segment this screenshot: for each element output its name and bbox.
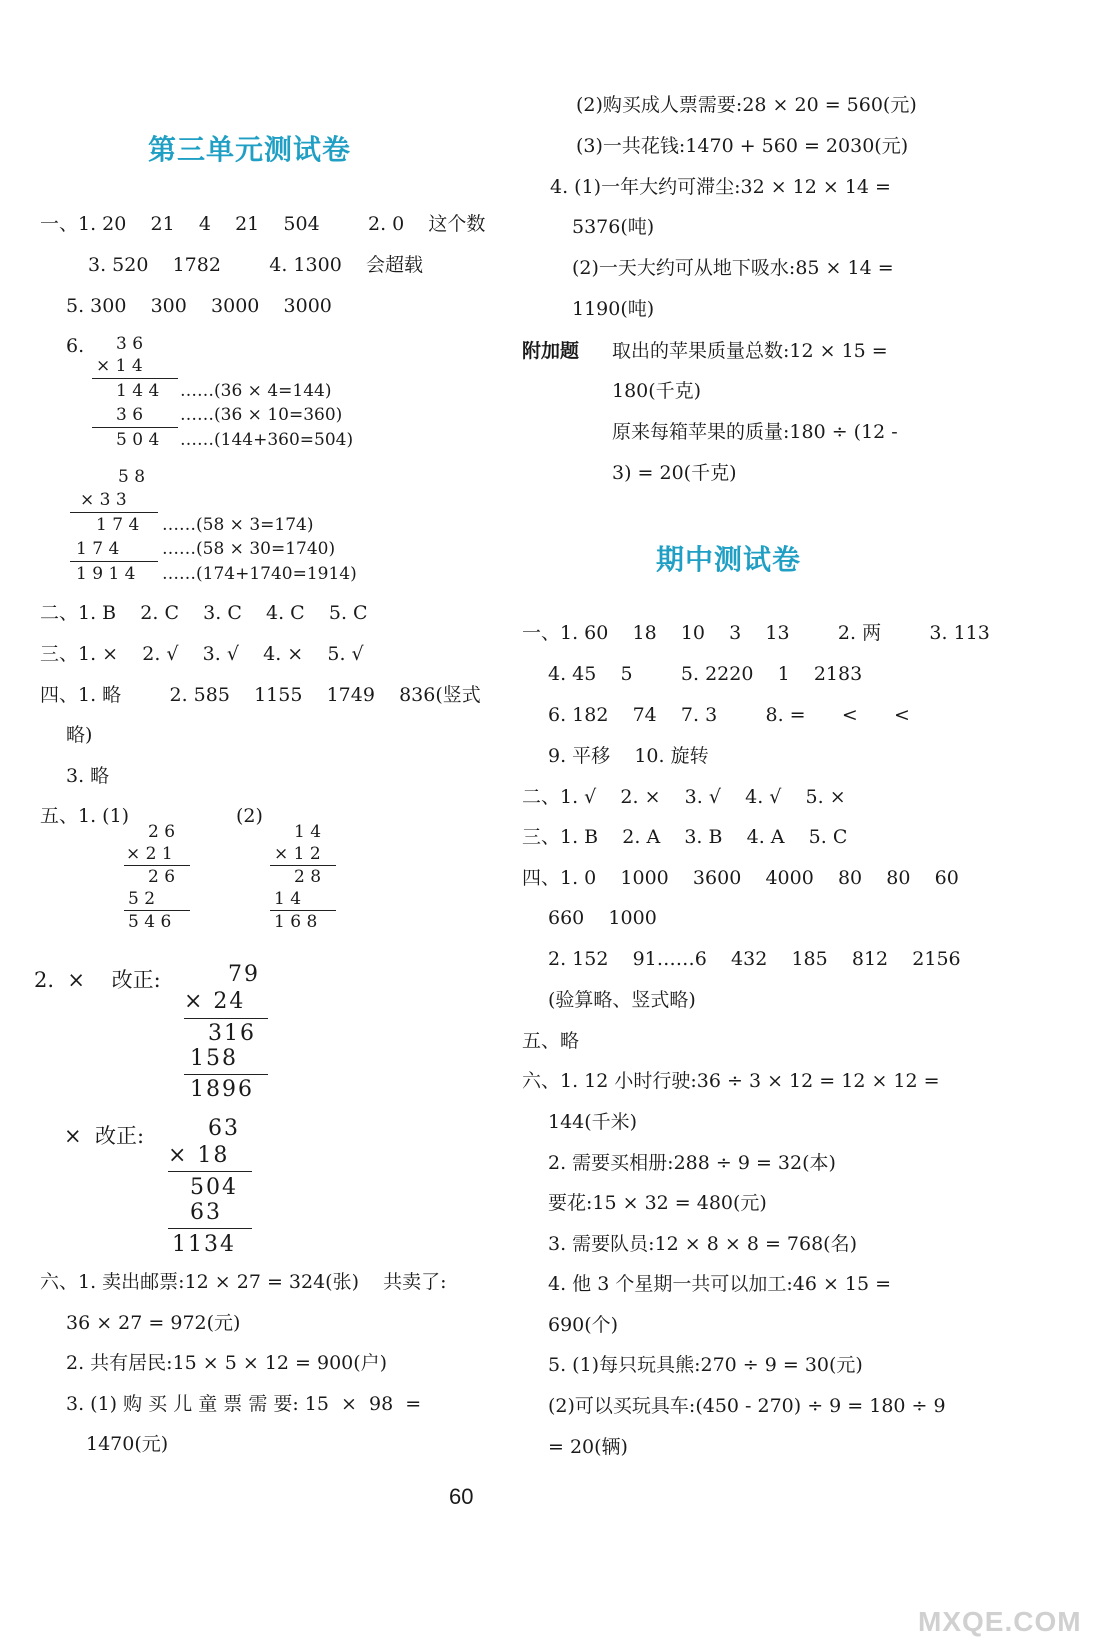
answer-line: 660 1000 bbox=[548, 907, 657, 929]
answer-line: 三、1. B 2. A 3. B 4. A 5. C bbox=[522, 826, 848, 848]
answer-line: 36 × 27 = 972(元) bbox=[66, 1312, 241, 1334]
answer-line: 690(个) bbox=[548, 1314, 619, 1336]
answer-line: 二、1. √ 2. × 3. √ 4. √ 5. × bbox=[522, 786, 846, 808]
answer-line: 3. 需要队员:12 × 8 × 8 = 768(名) bbox=[548, 1233, 858, 1255]
answer-line: 略) bbox=[66, 724, 93, 746]
calc-operand: × 2 1 bbox=[126, 844, 173, 864]
answer-line: (2)可以买玩具车:(450 - 270) ÷ 9 = 180 ÷ 9 bbox=[548, 1395, 946, 1417]
page-number: 60 bbox=[449, 1484, 474, 1509]
calc-result: 1134 bbox=[172, 1232, 236, 1257]
calc-partial: 5 2 bbox=[128, 889, 156, 909]
answer-line: 四、1. 略 2. 585 1155 1749 836(竖式 bbox=[40, 684, 481, 706]
answer-line: × 改正: bbox=[64, 1124, 145, 1148]
answer-line: 一、1. 60 18 10 3 13 2. 两 3. 113 bbox=[522, 622, 990, 644]
calc-result: 1 6 8 bbox=[274, 912, 318, 932]
answer-line: 5. (1)每只玩具熊:270 ÷ 9 = 30(元) bbox=[548, 1354, 863, 1376]
answer-line: (2) bbox=[236, 805, 263, 827]
answer-line: 四、1. 0 1000 3600 4000 80 80 60 bbox=[522, 867, 959, 889]
answer-line: 3) = 20(千克) bbox=[612, 462, 737, 484]
calc-partial: 504 bbox=[190, 1175, 238, 1200]
answer-line: 三、1. × 2. √ 3. √ 4. × 5. √ bbox=[40, 643, 364, 665]
answer-line: 6. 182 74 7. 3 8. = < < bbox=[548, 704, 910, 726]
calc-result: 1896 bbox=[190, 1077, 254, 1102]
calc-result: 5 0 4 bbox=[116, 430, 160, 450]
calc-operand: × 1 4 bbox=[96, 356, 143, 376]
answer-line: 五、1. (1) bbox=[40, 805, 130, 827]
calc-partial: 1 4 4 bbox=[116, 381, 160, 401]
watermark-logo: MXQE.COM bbox=[918, 1606, 1082, 1637]
answer-line: 3. (1) 购 买 儿 童 票 需 要: 15 × 98 = bbox=[66, 1393, 422, 1415]
answer-line: 3. 略 bbox=[66, 765, 110, 787]
answer-line: 二、1. B 2. C 3. C 4. C 5. C bbox=[40, 602, 368, 624]
answer-line: (2)一天大约可从地下吸水:85 × 14 = bbox=[572, 257, 894, 279]
answer-line: 取出的苹果质量总数:12 × 15 = bbox=[612, 340, 888, 362]
answer-line: 180(千克) bbox=[612, 380, 702, 402]
calc-partial: 3 6 bbox=[116, 405, 144, 425]
calc-note: ……(36 × 4=144) bbox=[180, 381, 332, 401]
question-label: 6. bbox=[66, 335, 85, 357]
calc-operand: × 18 bbox=[168, 1143, 230, 1168]
answer-line: (3)一共花钱:1470 + 560 = 2030(元) bbox=[576, 135, 909, 157]
calc-operand: × 1 2 bbox=[274, 844, 321, 864]
calc-note: ……(36 × 10=360) bbox=[180, 405, 343, 425]
calc-partial: 316 bbox=[208, 1021, 256, 1046]
answer-line: 1190(吨) bbox=[572, 298, 655, 320]
answer-line: 2. 需要买相册:288 ÷ 9 = 32(本) bbox=[548, 1152, 836, 1174]
answer-line: 144(千米) bbox=[548, 1111, 638, 1133]
calc-partial: 1 7 4 bbox=[96, 515, 140, 535]
calc-operand: 63 bbox=[208, 1116, 240, 1141]
calc-partial: 1 4 bbox=[274, 889, 302, 909]
calc-operand: 5 8 bbox=[118, 467, 146, 487]
calc-rule bbox=[184, 1018, 268, 1019]
answer-line: 五、略 bbox=[522, 1030, 580, 1052]
answer-line: 1470(元) bbox=[86, 1433, 169, 1455]
calc-note: ……(174+1740=1914) bbox=[162, 564, 357, 584]
answer-line: 5376(吨) bbox=[572, 216, 655, 238]
calc-rule bbox=[168, 1171, 252, 1172]
answer-line: 9. 平移 10. 旋转 bbox=[548, 745, 709, 767]
answer-line: 2. × 改正: bbox=[34, 968, 161, 992]
answer-line: 原来每箱苹果的质量:180 ÷ (12 - bbox=[612, 421, 898, 443]
calc-operand: 2 6 bbox=[148, 822, 176, 842]
calc-operand: × 3 3 bbox=[80, 490, 127, 510]
calc-result: 1 9 1 4 bbox=[76, 564, 136, 584]
calc-operand: 3 6 bbox=[116, 334, 144, 354]
calc-result: 5 4 6 bbox=[128, 912, 172, 932]
calc-rule bbox=[168, 1228, 252, 1229]
answer-line: 3. 520 1782 4. 1300 会超载 bbox=[88, 254, 423, 276]
answer-line: 5. 300 300 3000 3000 bbox=[66, 295, 332, 317]
calc-partial: 158 bbox=[190, 1046, 238, 1071]
section-title-midterm: 期中测试卷 bbox=[656, 543, 802, 576]
answer-line: 4. (1)一年大约可滞尘:32 × 12 × 14 = bbox=[550, 176, 891, 198]
calc-partial: 63 bbox=[190, 1200, 222, 1225]
answer-line: 2. 共有居民:15 × 5 × 12 = 900(户) bbox=[66, 1352, 388, 1374]
calc-note: ……(58 × 3=174) bbox=[162, 515, 314, 535]
answer-line: (2)购买成人票需要:28 × 20 = 560(元) bbox=[576, 94, 917, 116]
answer-line: 一、1. 20 21 4 21 504 2. 0 这个数 bbox=[40, 213, 486, 235]
answer-line: 六、1. 卖出邮票:12 × 27 = 324(张) 共卖了: bbox=[40, 1271, 447, 1293]
answer-line: = 20(辆) bbox=[548, 1436, 628, 1458]
calc-partial: 2 6 bbox=[148, 867, 176, 887]
answer-line: 4. 45 5 5. 2220 1 2183 bbox=[548, 663, 863, 685]
bonus-label: 附加题 bbox=[522, 340, 580, 362]
calc-note: ……(144+360=504) bbox=[180, 430, 354, 450]
answer-line: 六、1. 12 小时行驶:36 ÷ 3 × 12 = 12 × 12 = bbox=[522, 1070, 940, 1092]
answer-line: 4. 他 3 个星期一共可以加工:46 × 15 = bbox=[548, 1273, 892, 1295]
calc-note: ……(58 × 30=1740) bbox=[162, 539, 336, 559]
calc-partial: 1 7 4 bbox=[76, 539, 120, 559]
calc-operand: × 24 bbox=[184, 989, 246, 1014]
section-title-unit3: 第三单元测试卷 bbox=[148, 133, 352, 166]
calc-rule bbox=[184, 1074, 268, 1075]
answer-line: 2. 152 91……6 432 185 812 2156 bbox=[548, 948, 961, 970]
calc-operand: 1 4 bbox=[294, 822, 322, 842]
calc-partial: 2 8 bbox=[294, 867, 322, 887]
answer-line: (验算略、竖式略) bbox=[548, 989, 696, 1011]
calc-operand: 79 bbox=[228, 962, 260, 987]
answer-line: 要花:15 × 32 = 480(元) bbox=[548, 1192, 767, 1214]
